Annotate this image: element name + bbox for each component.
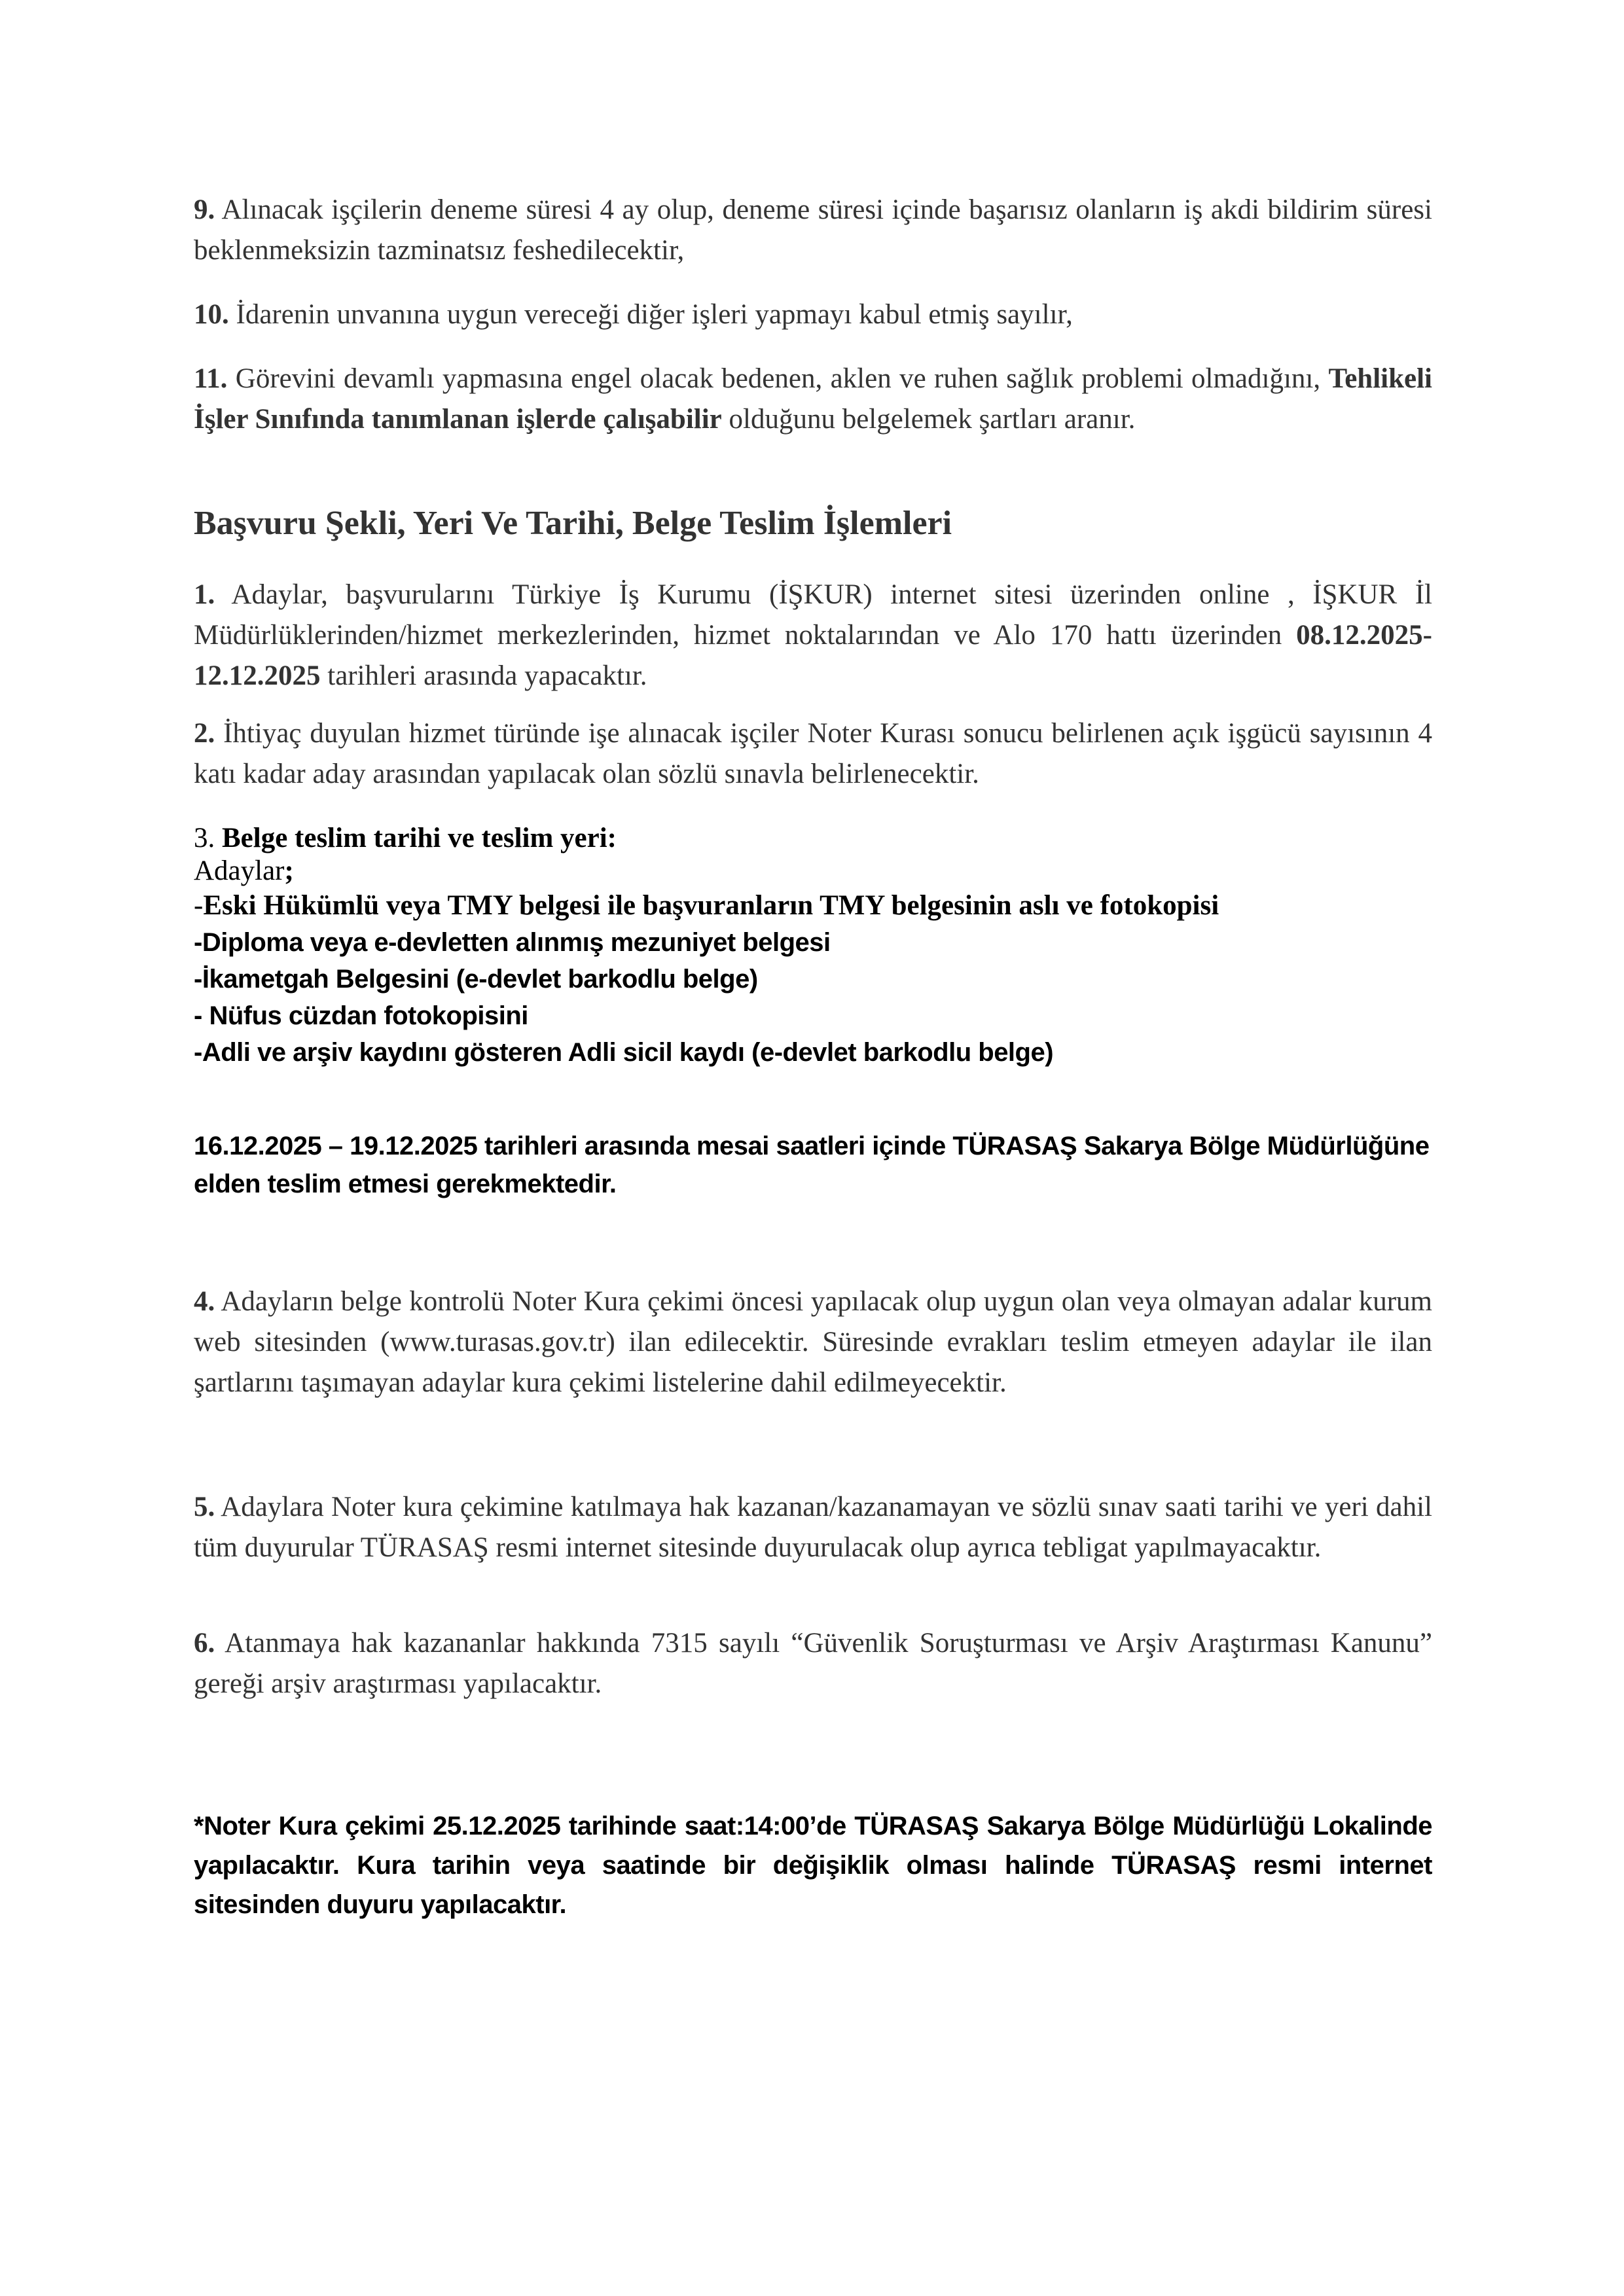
document-list-item (194, 997, 1432, 1034)
item-number: 10. (194, 299, 229, 330)
item-text: Görevini devamlı yapmasına engel olacak bedenen, aklen ve ruhen sağlık problemi olmadığını, (235, 363, 1329, 394)
item-text: tarihleri arasında yapacaktır. (320, 660, 647, 691)
item-text: Adaylara Noter kura çekimine katılmaya hak kazanan/kazanamayan ve sözlü sınav saati tarihi ve yeri dahil tüm duyurular TÜRASAŞ resmi internet sitesinde duyurulacak olup ayrıca tebligat yapılmayacaktır. (194, 1492, 1432, 1563)
item-date-range: 08.12.2025- 12.12.2025 (194, 620, 1432, 691)
item-3-intro (194, 855, 1432, 888)
list-text: Nüfus cüzdan fotokopisini (202, 1001, 528, 1030)
section-item-4 (194, 1282, 1432, 1403)
list-dash: - (194, 928, 202, 957)
item-number: 2. (194, 718, 215, 749)
section-item-6 (194, 1623, 1432, 1704)
item-number: 4. (194, 1286, 215, 1317)
item-number: 9. (194, 194, 215, 225)
section-item-5 (194, 1487, 1432, 1568)
document-list-item (194, 961, 1432, 997)
intro-text: Adaylar (194, 855, 285, 886)
list-dash: - (194, 890, 204, 921)
list-text: İkametgah Belgesini (e-devlet barkodlu belge) (202, 965, 758, 994)
list-dash: - (194, 1001, 202, 1030)
item-9 (194, 190, 1432, 271)
item-text: olduğunu belgelemek şartları aranır. (721, 404, 1136, 435)
list-dash: - (194, 1038, 202, 1067)
item-text: Alınacak işçilerin deneme süresi 4 ay olup, deneme süresi içinde başarısız olanların iş akdi bildirim süresi beklenmeksizin tazminatsız feshedilecektir, (194, 194, 1432, 266)
section-item-1 (194, 575, 1432, 696)
list-text: Diploma veya e-devletten alınmış mezuniyet belgesi (202, 928, 831, 957)
item-11 (194, 359, 1432, 440)
document-list-item (194, 924, 1432, 961)
item-text-bold: Tehlikeli İşler Sınıfında tanımlanan işlerde çalışabilir (194, 363, 1432, 435)
item-title: Belge teslim tarihi ve teslim yeri: (222, 823, 617, 853)
list-text: Adli ve arşiv kaydını gösteren Adli sicil kaydı (e-devlet barkodlu belge) (202, 1038, 1054, 1067)
document-list-item (194, 1034, 1432, 1071)
item-number: 5. (194, 1492, 215, 1522)
item-10 (194, 295, 1432, 335)
item-text: İdarenin unvanına uygun vereceği diğer işleri yapmayı kabul etmiş sayılır, (236, 299, 1073, 330)
item-text: Adaylar, başvurularını Türkiye İş Kurumu (İŞKUR) internet sitesi üzerinden online , İŞKUR İl Müdürlüklerinden/hizmet merkezlerinden, hizmet noktalarından ve Alo 170 hattı üzerinden (194, 579, 1432, 651)
item-text: Adayların belge kontrolü Noter Kura çekimi öncesi yapılacak olup uygun olan veya olmayan adalar kurum web sitesinden (www.turasas.gov.tr) ilan edilecektir. Süresinde evrakları teslim etmeyen adaylar ile ilan şartlarını taşımayan adaylar kura çekimi listelerine dahil edilmeyecektir. (194, 1286, 1432, 1398)
submission-deadline: 16.12.2025 – 19.12.2025 tarihleri arasında mesai saatleri içinde TÜRASAŞ Sakarya Bölge Müdürlüğüne elden teslim etmesi gerekmektedir. (194, 1132, 1430, 1198)
list-dash: - (194, 965, 202, 994)
section-item-2 (194, 713, 1432, 795)
section-item-3 (194, 822, 1432, 1071)
item-number: 6. (194, 1628, 215, 1659)
item-number: 1. (194, 579, 215, 610)
item-3-title-line (194, 822, 1432, 855)
item-number: 11. (194, 363, 228, 394)
item-text: İhtiyaç duyulan hizmet türünde işe alınacak işçiler Noter Kurası sonucu belirlenen açık işgücü sayısının 4 katı kadar aday arasından yapılacak olan sözlü sınavla belirlenecektir. (194, 718, 1432, 789)
item-number: 3. (194, 823, 215, 853)
list-text: Eski Hükümlü veya TMY belgesi ile başvuranların TMY belgesinin aslı ve fotokopisi (203, 890, 1219, 921)
section-heading: Başvuru Şekli, Yeri Ve Tarihi, Belge Teslim İşlemleri (194, 505, 952, 542)
draw-date-note: *Noter Kura çekimi 25.12.2025 tarihinde saat:14:00’de TÜRASAŞ Sakarya Bölge Müdürlüğü Lokalinde yapılacaktır. Kura tarihin veya saatinde bir değişiklik olması halinde TÜRASAŞ resmi internet sitesinden duyuru yapılacaktır. (194, 1812, 1432, 1919)
document-list-item (194, 888, 1432, 924)
item-text: Atanmaya hak kazananlar hakkında 7315 sayılı “Güvenlik Soruşturması ve Arşiv Araştırması Kanunu” gereği arşiv araştırması yapılacaktır. (194, 1628, 1432, 1699)
intro-punct: ; (284, 855, 294, 886)
